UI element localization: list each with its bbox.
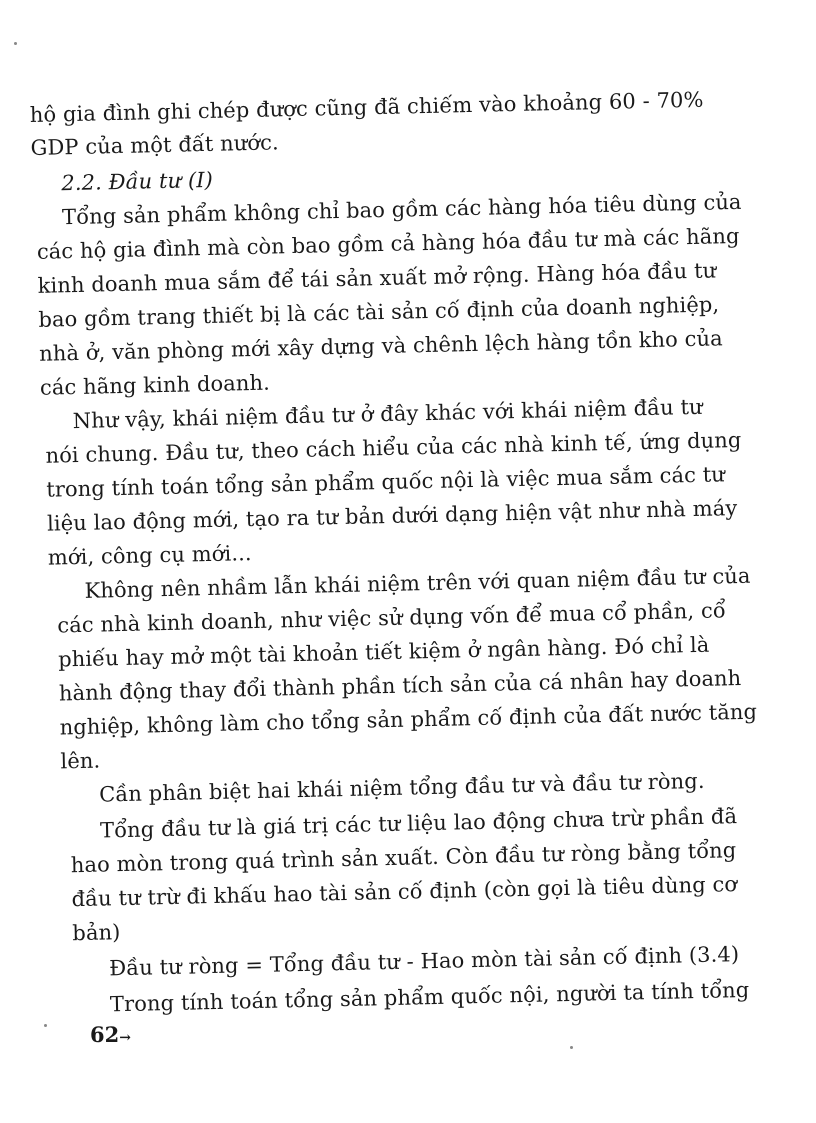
text-line: mới, công cụ mới... [47, 541, 252, 570]
text-line: kinh doanh mua sắm để tái sản xuất mở rộng. Hàng hóa đầu tư [37, 258, 717, 298]
formula-line: Đầu tư ròng = Tổng đầu tư - Hao mòn tài sản cố định (3.4) [108, 942, 740, 981]
text-line: nghiệp, không làm cho tổng sản phẩm cố định của đất nước tăng [59, 699, 758, 740]
text-line: hành động thay đổi thành phần tích sản của cá nhân hay doanh [58, 665, 742, 706]
text-line: Cần phân biệt hai khái niệm tổng đầu tư và đầu tư ròng. [98, 768, 705, 807]
arrow-icon: → [119, 1030, 131, 1046]
section-heading: 2.2. Đầu tư (I) [61, 167, 214, 196]
text-line: Tổng đầu tư là giá trị các tư liệu lao động chưa trừ phần đã [99, 804, 738, 843]
page-number-value: 62 [90, 1022, 120, 1047]
scan-speck [44, 1024, 47, 1027]
text-line: nói chung. Đầu tư, theo cách hiểu của các nhà kinh tế, ứng dụng [45, 427, 742, 468]
text-line: Như vậy, khái niệm đầu tư ở đây khác với khái niệm đầu tư [72, 394, 703, 434]
text-line: phiếu hay mở một tài khoản tiết kiệm ở ngân hàng. Đó chỉ là [57, 632, 710, 672]
text-line: bản) [72, 920, 121, 946]
text-line: Trong tính toán tổng sản phẩm quốc nội, người ta tính tổng [109, 977, 750, 1017]
scan-speck [570, 1046, 573, 1049]
text-line: trong tính toán tổng sản phẩm quốc nội là việc mua sắm các tư [46, 462, 726, 502]
scan-speck [14, 42, 17, 45]
page-number [90, 1022, 131, 1047]
text-line: hộ gia đình ghi chép được cũng đã chiếm vào khoảng 60 - 70% [29, 87, 704, 127]
text-line: hao mòn trong quá trình sản xuất. Còn đầu tư ròng bằng tổng [70, 838, 737, 878]
text-line: bao gồm trang thiết bị là các tài sản cố định của doanh nghiệp, [38, 292, 720, 332]
text-line: GDP của một đất nước. [30, 130, 279, 160]
text-line: các hãng kinh doanh. [39, 370, 271, 400]
text-line: Tổng sản phẩm không chỉ bao gồm các hàng hóa tiêu dùng của [61, 189, 742, 230]
text-line: nhà ở, văn phòng mới xây dựng và chênh lệch hàng tồn kho của [38, 326, 724, 366]
text-line: Không nên nhầm lẫn khái niệm trên với quan niệm đầu tư của [84, 563, 751, 603]
text-line: liệu lao động mới, tạo ra tư bản dưới dạng hiện vật như nhà máy [46, 496, 738, 536]
text-line: các hộ gia đình mà còn bao gồm cả hàng hóa đầu tư mà các hãng [36, 223, 740, 264]
text-line: các nhà kinh doanh, như việc sử dụng vốn để mua cổ phần, cổ [57, 598, 727, 638]
text-line: lên. [60, 748, 101, 774]
text-line: đầu tư trừ đi khấu hao tài sản cố định (còn gọi là tiêu dùng cơ [71, 872, 738, 912]
